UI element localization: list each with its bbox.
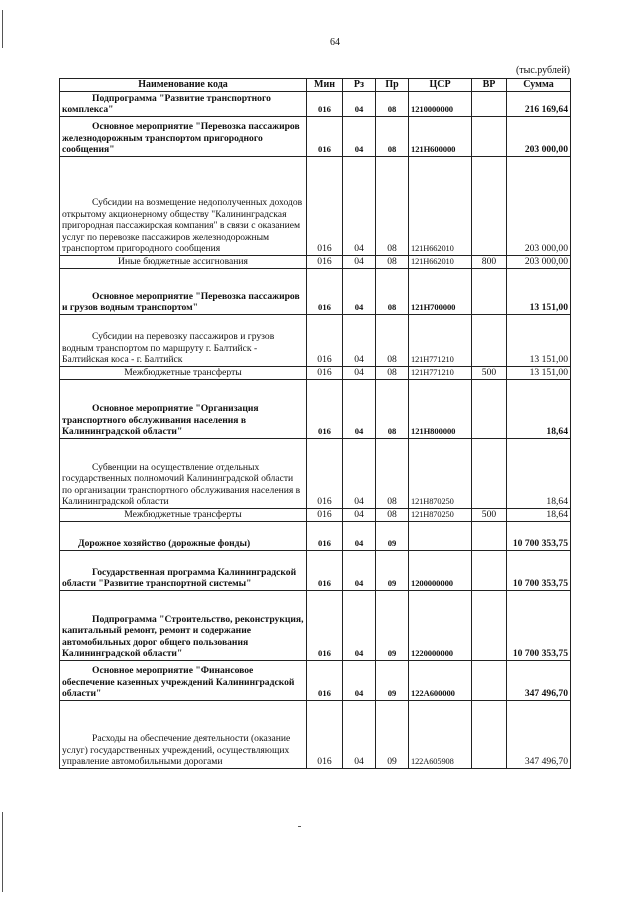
cell-csr (409, 522, 472, 551)
cell-vr: 500 (472, 509, 507, 522)
cell-min: 016 (307, 380, 343, 439)
cell-min: 016 (307, 509, 343, 522)
cell-min: 016 (307, 551, 343, 591)
cell-pr: 09 (376, 591, 409, 661)
cell-min: 016 (307, 269, 343, 315)
cell-sum: 10 700 353,75 (507, 551, 571, 591)
cell-min: 016 (307, 439, 343, 509)
cell-min: 016 (307, 701, 343, 769)
cell-sum: 13 151,00 (507, 269, 571, 315)
cell-sum: 203 000,00 (507, 256, 571, 269)
scan-dot-mark (298, 826, 301, 827)
cell-rz: 04 (343, 117, 376, 157)
cell-csr: 121Н662010 (409, 157, 472, 256)
table-row (60, 367, 571, 380)
table-header-row (60, 79, 571, 92)
scan-margin-mark (2, 10, 3, 48)
cell-sum: 10 700 353,75 (507, 591, 571, 661)
cell-name: Основное мероприятие "Финансовое обеспечение казенных учреждений Калининградской области" (60, 661, 307, 701)
cell-name: Подпрограмма "Развитие транспортного комплекса" (60, 92, 307, 117)
scan-margin-mark (2, 812, 3, 892)
cell-csr: 122А605908 (409, 701, 472, 769)
cell-pr: 08 (376, 92, 409, 117)
table-row (60, 117, 571, 157)
cell-vr (472, 157, 507, 256)
cell-vr: 800 (472, 256, 507, 269)
cell-csr: 1220000000 (409, 591, 472, 661)
cell-pr: 09 (376, 701, 409, 769)
cell-csr: 122А600000 (409, 661, 472, 701)
table-row (60, 551, 571, 591)
cell-sum: 203 000,00 (507, 117, 571, 157)
cell-csr: 121Н870250 (409, 509, 472, 522)
table-row (60, 439, 571, 509)
cell-rz: 04 (343, 509, 376, 522)
cell-vr (472, 269, 507, 315)
table-row (60, 522, 571, 551)
cell-min: 016 (307, 117, 343, 157)
cell-csr: 121Н771210 (409, 315, 472, 367)
cell-name: Основное мероприятие "Перевозка пассажиров и грузов водным транспортом" (60, 269, 307, 315)
cell-sum: 18,64 (507, 439, 571, 509)
table-row (60, 380, 571, 439)
cell-pr: 09 (376, 661, 409, 701)
table-row (60, 92, 571, 117)
cell-name: Межбюджетные трансферты (60, 367, 307, 380)
cell-vr (472, 117, 507, 157)
cell-min: 016 (307, 157, 343, 256)
cell-sum: 10 700 353,75 (507, 522, 571, 551)
cell-sum: 347 496,70 (507, 701, 571, 769)
header-sum: Сумма (507, 79, 571, 92)
cell-vr (472, 551, 507, 591)
cell-rz: 04 (343, 92, 376, 117)
table-row (60, 591, 571, 661)
table-row (60, 315, 571, 367)
cell-vr (472, 315, 507, 367)
cell-sum: 18,64 (507, 380, 571, 439)
cell-vr (472, 380, 507, 439)
cell-rz: 04 (343, 701, 376, 769)
header-name: Наименование кода (60, 79, 307, 92)
header-pr: Пр (376, 79, 409, 92)
cell-csr: 121Н662010 (409, 256, 472, 269)
cell-vr (472, 591, 507, 661)
budget-table (59, 78, 571, 769)
cell-name: Субсидии на возмещение недополученных доходов открытому акционерному обществу "Калининградская пригородная пассажирская компания" в связи с оказанием услуг по перевозке пассажиров железнодорожным транспортом пригородного сообщения (60, 157, 307, 256)
cell-name: Иные бюджетные ассигнования (60, 256, 307, 269)
cell-rz: 04 (343, 551, 376, 591)
cell-min: 016 (307, 256, 343, 269)
cell-min: 016 (307, 92, 343, 117)
cell-min: 016 (307, 661, 343, 701)
units-label: (тыс.рублей) (515, 65, 570, 76)
cell-pr: 08 (376, 367, 409, 380)
cell-csr: 121Н870250 (409, 439, 472, 509)
cell-min: 016 (307, 522, 343, 551)
cell-rz: 04 (343, 367, 376, 380)
cell-sum: 13 151,00 (507, 367, 571, 380)
cell-name: Основное мероприятие "Перевозка пассажиров железнодорожным транспортом пригородного сообщения" (60, 117, 307, 157)
cell-vr (472, 92, 507, 117)
cell-pr: 08 (376, 439, 409, 509)
table-row (60, 256, 571, 269)
cell-min: 016 (307, 367, 343, 380)
cell-pr: 08 (376, 380, 409, 439)
header-min: Мин (307, 79, 343, 92)
cell-name: Подпрограмма "Строительство, реконструкция, капитальный ремонт, ремонт и содержание автомобильных дорог общего пользования Калининградской области" (60, 591, 307, 661)
table-row (60, 269, 571, 315)
cell-rz: 04 (343, 380, 376, 439)
cell-sum: 203 000,00 (507, 157, 571, 256)
cell-vr (472, 522, 507, 551)
cell-sum: 216 169,64 (507, 92, 571, 117)
cell-rz: 04 (343, 591, 376, 661)
cell-pr: 08 (376, 509, 409, 522)
cell-csr: 1210000000 (409, 92, 472, 117)
cell-min: 016 (307, 315, 343, 367)
table-row (60, 157, 571, 256)
table-row (60, 661, 571, 701)
cell-pr: 08 (376, 256, 409, 269)
table-row (60, 701, 571, 769)
cell-rz: 04 (343, 269, 376, 315)
cell-name: Дорожное хозяйство (дорожные фонды) (60, 522, 307, 551)
cell-name: Межбюджетные трансферты (60, 509, 307, 522)
cell-sum: 18,64 (507, 509, 571, 522)
cell-csr: 121Н800000 (409, 380, 472, 439)
cell-vr (472, 701, 507, 769)
cell-csr: 121Н700000 (409, 269, 472, 315)
cell-csr: 1200000000 (409, 551, 472, 591)
cell-name: Расходы на обеспечение деятельности (оказание услуг) государственных учреждений, осуществляющих управление автомобильными дорогами (60, 701, 307, 769)
header-vr: ВР (472, 79, 507, 92)
cell-csr: 121Н600000 (409, 117, 472, 157)
header-rz: Рз (343, 79, 376, 92)
cell-vr (472, 439, 507, 509)
cell-pr: 09 (376, 551, 409, 591)
cell-rz: 04 (343, 256, 376, 269)
header-csr: ЦСР (409, 79, 472, 92)
cell-pr: 09 (376, 522, 409, 551)
cell-rz: 04 (343, 315, 376, 367)
cell-pr: 08 (376, 269, 409, 315)
cell-vr: 500 (472, 367, 507, 380)
cell-sum: 13 151,00 (507, 315, 571, 367)
cell-name: Основное мероприятие "Организация транспортного обслуживания населения в Калининградской области" (60, 380, 307, 439)
cell-min: 016 (307, 591, 343, 661)
cell-rz: 04 (343, 661, 376, 701)
table-row (60, 509, 571, 522)
cell-pr: 08 (376, 157, 409, 256)
cell-pr: 08 (376, 117, 409, 157)
cell-sum: 347 496,70 (507, 661, 571, 701)
cell-name: Субвенции на осуществление отдельных государственных полномочий Калининградской области по организации транспортного обслуживания населения в Калининградской области (60, 439, 307, 509)
cell-name: Субсидии на перевозку пассажиров и грузов водным транспортом по маршруту г. Балтийск - Балтийская коса - г. Балтийск (60, 315, 307, 367)
cell-pr: 08 (376, 315, 409, 367)
cell-rz: 04 (343, 439, 376, 509)
cell-name: Государственная программа Калининградской области "Развитие транспортной системы" (60, 551, 307, 591)
cell-vr (472, 661, 507, 701)
cell-rz: 04 (343, 522, 376, 551)
page-number: 64 (330, 37, 340, 48)
cell-rz: 04 (343, 157, 376, 256)
cell-csr: 121Н771210 (409, 367, 472, 380)
